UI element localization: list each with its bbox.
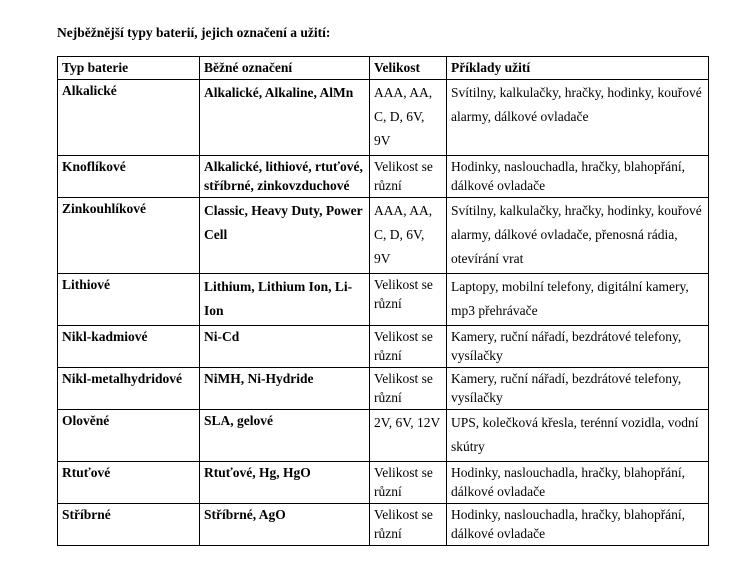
cell-designation: Alkalické, Alkaline, AlMn: [200, 80, 370, 156]
cell-usage: Svítilny, kalkulačky, hračky, hodinky, kouřové alarmy, dálkové ovladače: [447, 80, 709, 156]
battery-types-table: [57, 56, 709, 546]
cell-type: Alkalické: [58, 80, 200, 156]
cell-size: Velikost se různí: [370, 156, 447, 198]
header-type: Typ baterie: [58, 57, 200, 80]
header-usage: Příklady užití: [447, 57, 709, 80]
table-row: [58, 274, 709, 326]
cell-type: Lithiové: [58, 274, 200, 326]
cell-designation: NiMH, Ni-Hydride: [200, 368, 370, 410]
cell-type: Stříbrné: [58, 504, 200, 546]
cell-size: Velikost se různí: [370, 462, 447, 504]
table-row: [58, 326, 709, 368]
cell-usage: Kamery, ruční nářadí, bezdrátové telefony, vysílačky: [447, 368, 709, 410]
cell-type: Nikl-metalhydridové: [58, 368, 200, 410]
cell-designation: Ni-Cd: [200, 326, 370, 368]
cell-designation: Rtuťové, Hg, HgO: [200, 462, 370, 504]
cell-designation: SLA, gelové: [200, 410, 370, 462]
table-row: [58, 156, 709, 198]
table-row: [58, 80, 709, 156]
cell-type: Knoflíkové: [58, 156, 200, 198]
cell-size: AAA, AA, C, D, 6V, 9V: [370, 80, 447, 156]
cell-designation: Stříbrné, AgO: [200, 504, 370, 546]
cell-size: Velikost se různí: [370, 326, 447, 368]
cell-type: Nikl-kadmiové: [58, 326, 200, 368]
cell-type: Olověné: [58, 410, 200, 462]
header-size: Velikost: [370, 57, 447, 80]
cell-designation: Alkalické, lithiové, rtuťové, stříbrné, zinkovzduchové: [200, 156, 370, 198]
cell-usage: Hodinky, naslouchadla, hračky, blahopřání, dálkové ovladače: [447, 462, 709, 504]
cell-usage: Hodinky, naslouchadla, hračky, blahopřání, dálkové ovladače: [447, 156, 709, 198]
cell-usage: UPS, kolečková křesla, terénní vozidla, vodní skútry: [447, 410, 709, 462]
cell-usage: Laptopy, mobilní telefony, digitální kamery, mp3 přehrávače: [447, 274, 709, 326]
header-designation: Běžné označení: [200, 57, 370, 80]
table-caption: Nejběžnější typy baterií, jejich označení a užití:: [57, 25, 331, 40]
cell-usage: Svítilny, kalkulačky, hračky, hodinky, kouřové alarmy, dálkové ovladače, přenosná rádia, otevírání vrat: [447, 198, 709, 274]
table-header-row: [58, 57, 709, 80]
cell-usage: Hodinky, naslouchadla, hračky, blahopřání, dálkové ovladače: [447, 504, 709, 546]
table-row: [58, 368, 709, 410]
cell-type: Zinkouhlíkové: [58, 198, 200, 274]
cell-size: Velikost se různí: [370, 274, 447, 326]
cell-designation: Lithium, Lithium Ion, Li-Ion: [200, 274, 370, 326]
cell-size: 2V, 6V, 12V: [370, 410, 447, 462]
cell-size: Velikost se různí: [370, 504, 447, 546]
cell-size: Velikost se různí: [370, 368, 447, 410]
cell-type: Rtuťové: [58, 462, 200, 504]
table-row: [58, 462, 709, 504]
cell-usage: Kamery, ruční nářadí, bezdrátové telefony, vysílačky: [447, 326, 709, 368]
table-row: [58, 410, 709, 462]
cell-size: AAA, AA, C, D, 6V, 9V: [370, 198, 447, 274]
table-row: [58, 198, 709, 274]
table-row: [58, 504, 709, 546]
cell-designation: Classic, Heavy Duty, Power Cell: [200, 198, 370, 274]
